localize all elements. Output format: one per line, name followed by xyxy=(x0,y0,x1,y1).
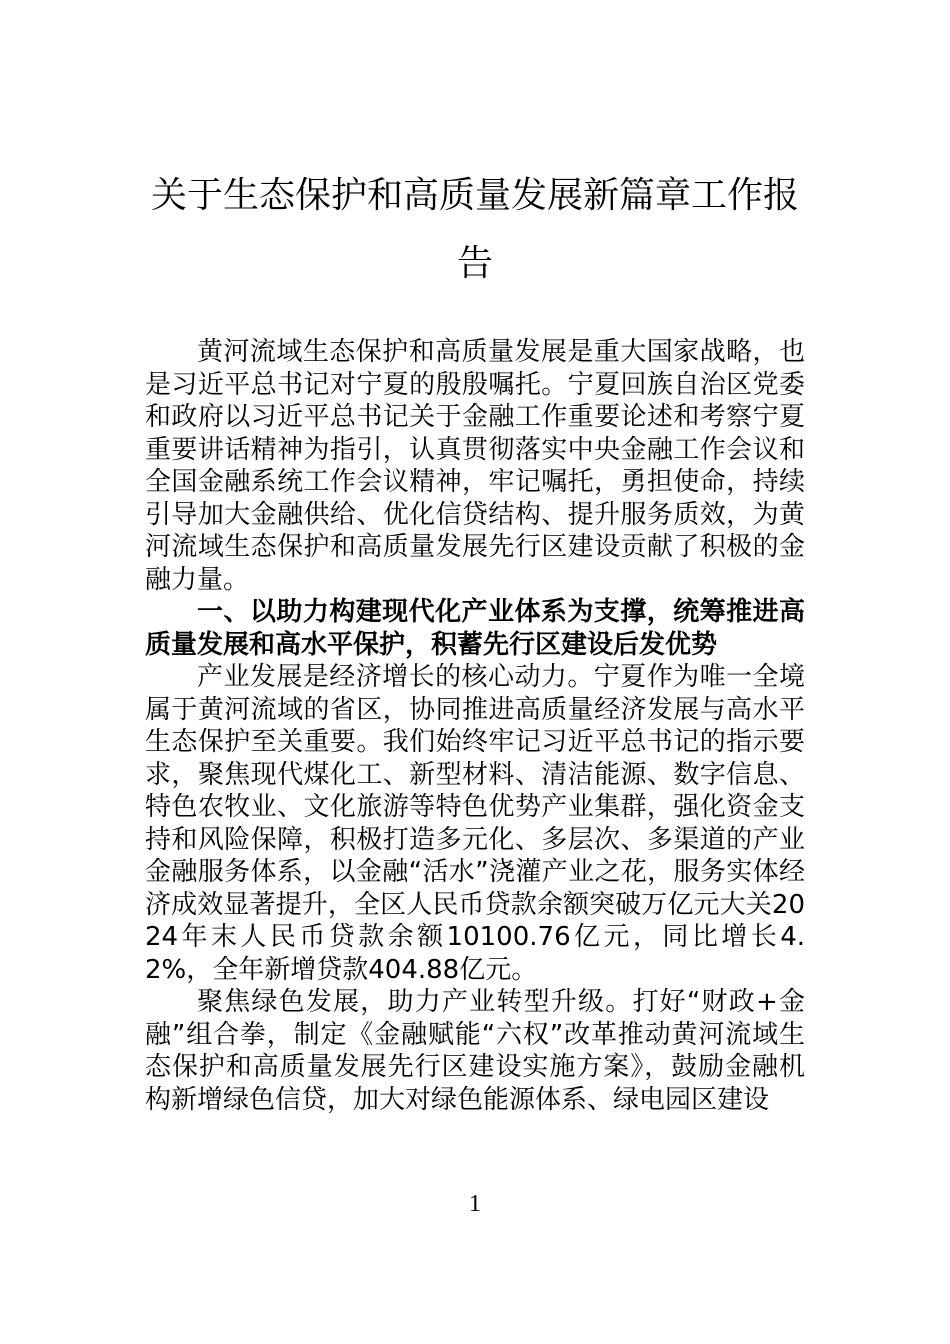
section-heading-1: 一、以助力构建现代化产业体系为支撑，统筹推进高质量发展和高水平保护，积蓄先行区建设后发优势 xyxy=(145,597,805,660)
document-body xyxy=(145,336,805,1116)
document-title: 关于生态保护和高质量发展新篇章工作报告 xyxy=(150,175,799,284)
green-development-paragraph: 聚焦绿色发展，助力产业转型升级。打好“财政+金融”组合拳，制定《金融赋能“六权”改革推动黄河流域生态保护和高质量发展先行区建设实施方案》，鼓励金融机构新增绿色信贷，加大对绿色能源体系、绿电园区建设 xyxy=(145,987,805,1115)
page-number: 1 xyxy=(469,1191,481,1217)
intro-paragraph: 黄河流域生态保护和高质量发展是重大国家战略，也是习近平总书记对宁夏的殷殷嘱托。宁夏回族自治区党委和政府以习近平总书记关于金融工作重要论述和考察宁夏重要讲话精神为指引，认真贯彻落实中央金融工作会议和全国金融系统工作会议精神，牢记嘱托，勇担使命，持续引导加大金融供给、优化信贷结构、提升服务质效，为黄河流域生态保护和高质量发展先行区建设贡献了积极的金融力量。 xyxy=(145,337,805,595)
section-1-paragraph: 产业发展是经济增长的核心动力。宁夏作为唯一全境属于黄河流域的省区，协同推进高质量经济发展与高水平生态保护至关重要。我们始终牢记习近平总书记的指示要求，聚焦现代煤化工、新型材料、清洁能源、数字信息、特色农牧业、文化旅游等特色优势产业集群，强化资金支持和风险保障，积极打造多元化、多层次、多渠道的产业金融服务体系，以金融“活水”浇灌产业之花，服务实体经济成效显著提升，全区人民币贷款余额突破万亿元大关2024年末人民币贷款余额10100.76亿元，同比增长4.2%，全年新增贷款404.88亿元。 xyxy=(145,662,805,985)
